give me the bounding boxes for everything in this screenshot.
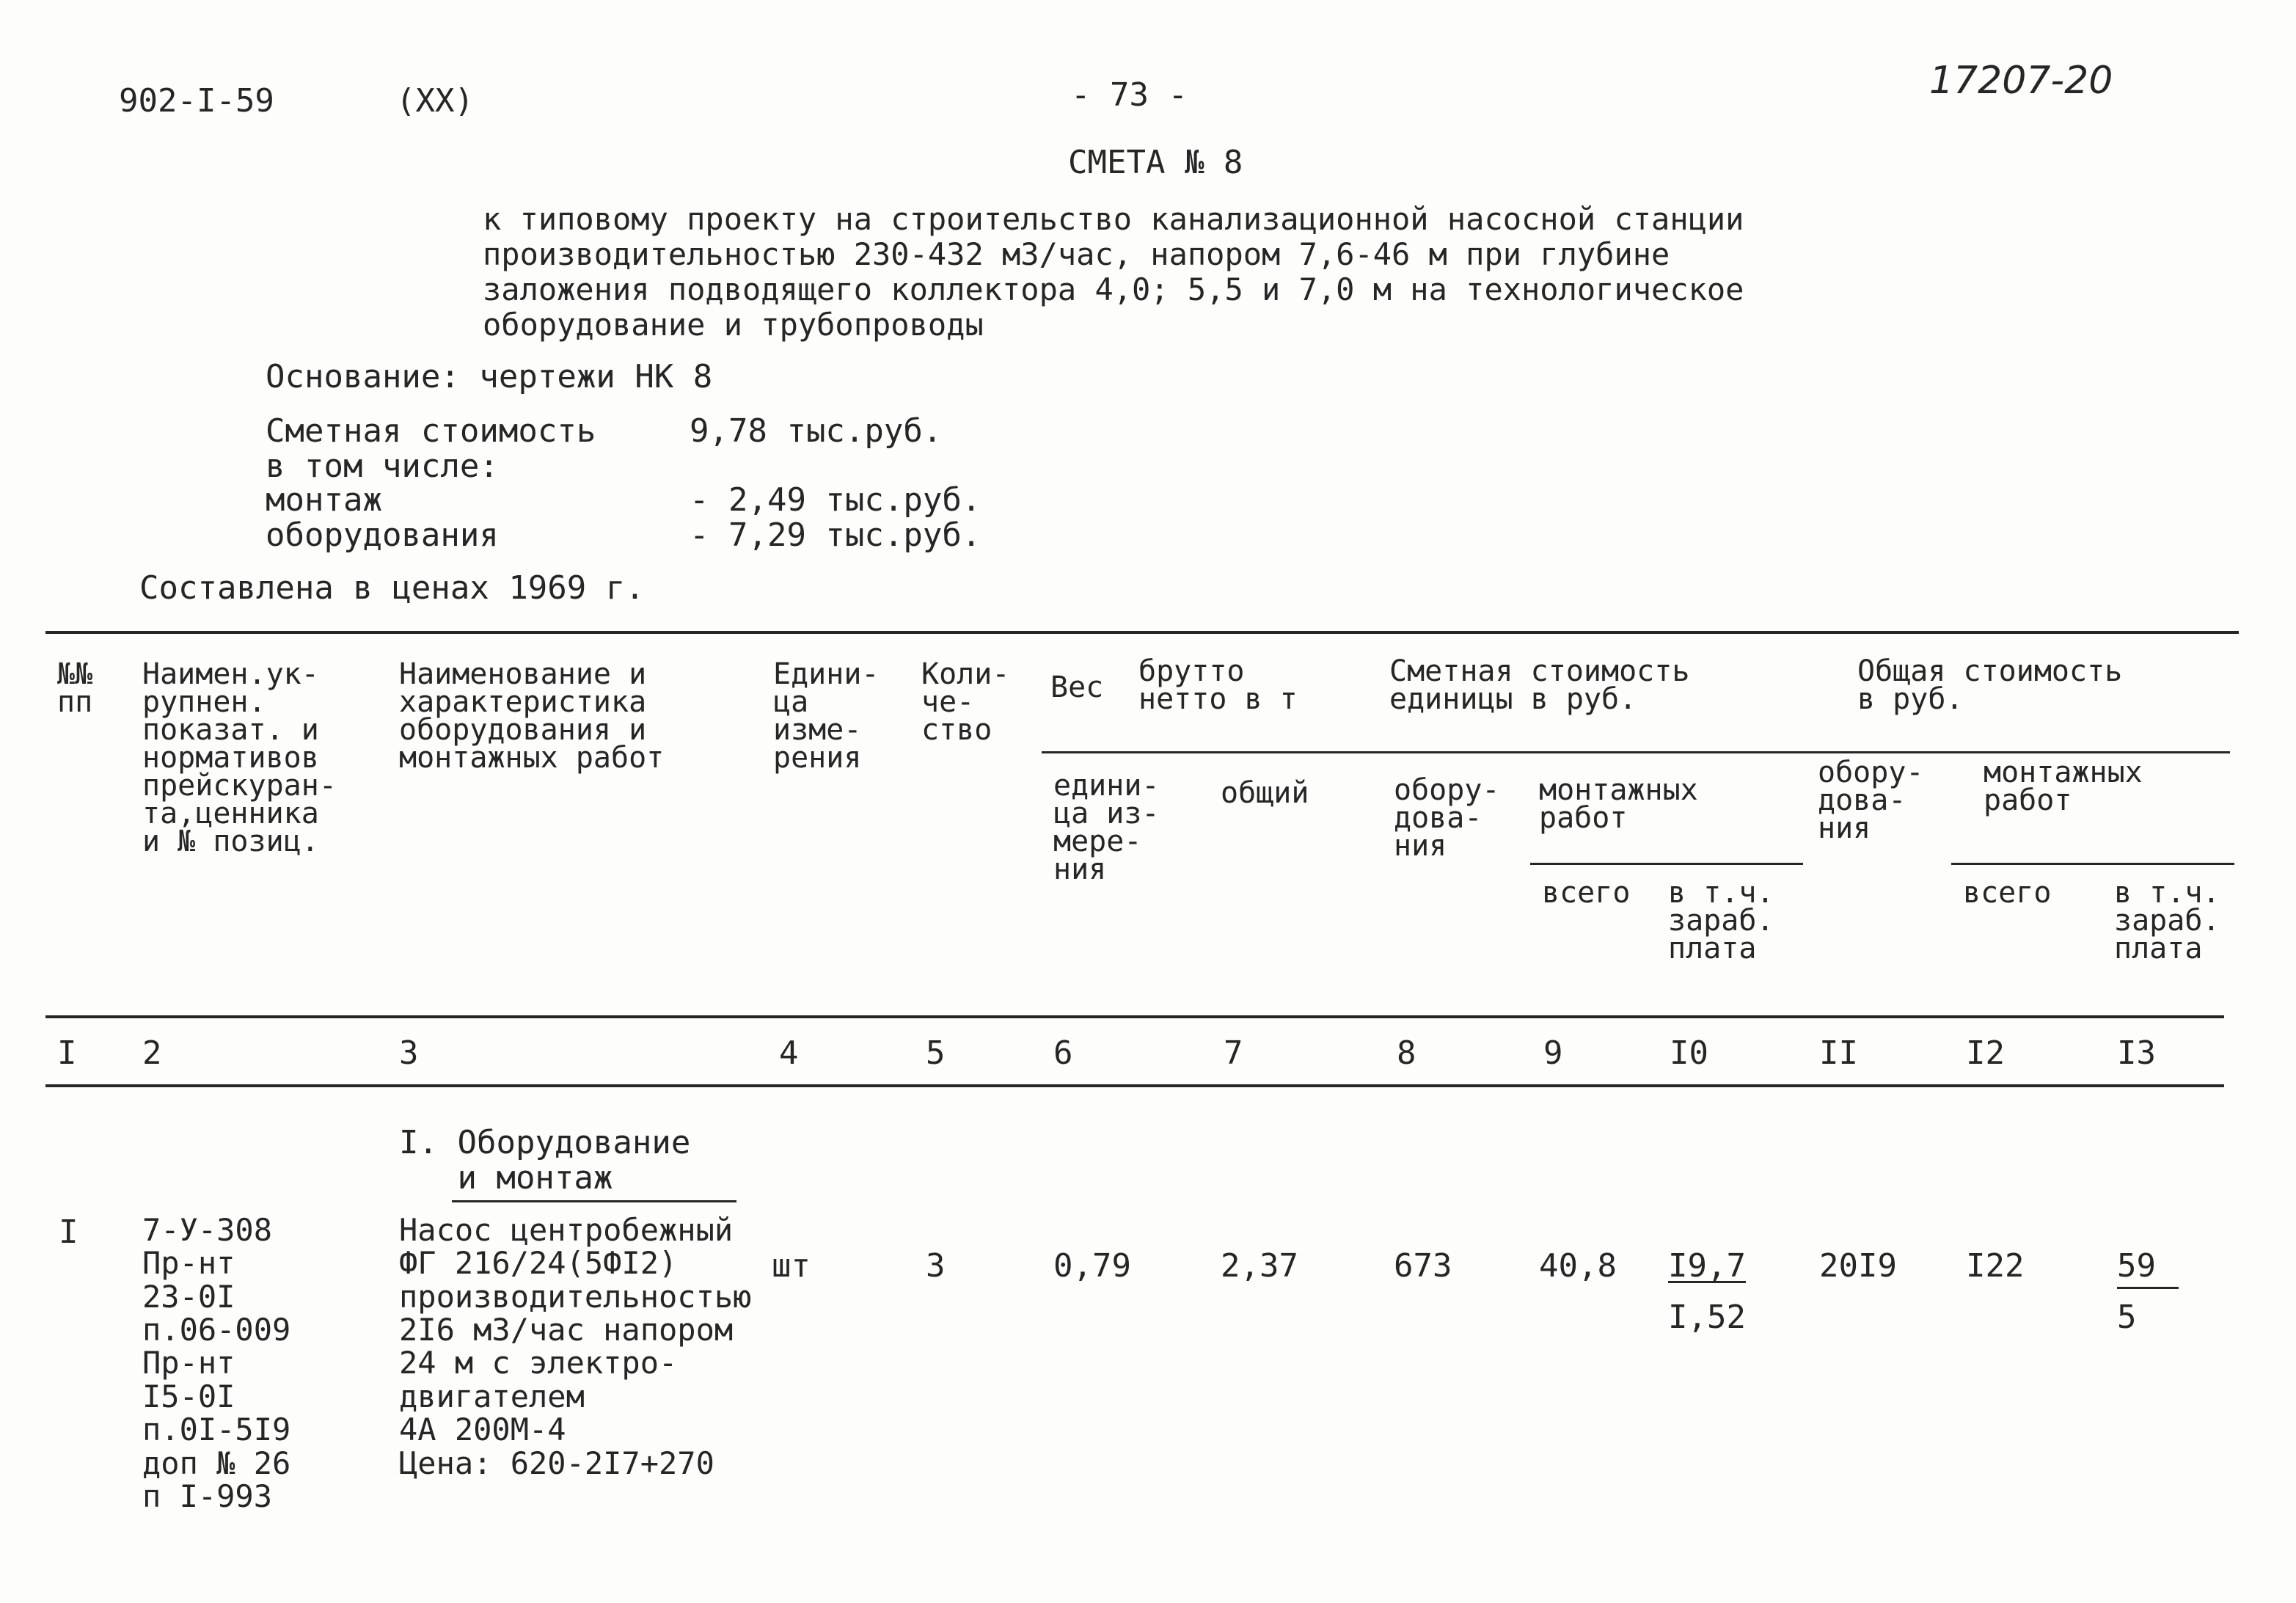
- header-total-mount-works: монтажных работ: [1984, 756, 2143, 817]
- header-weight-gross-net: брутто нетто в т: [1138, 654, 1298, 716]
- column-number: 3: [399, 1034, 419, 1072]
- mounting-value: - 2,49 тыс.руб.: [690, 481, 981, 519]
- section-title: I. Оборудование и монтаж: [399, 1124, 691, 1197]
- column-number: I: [57, 1034, 77, 1072]
- equipment-label: оборудования: [266, 516, 499, 554]
- header-unit: Едини- ца изме- рения: [773, 657, 880, 775]
- document-title: СМЕТА № 8: [1068, 144, 1243, 181]
- subtitle-line-4: оборудование и трубопроводы: [483, 307, 984, 343]
- column-number: II: [1819, 1034, 1858, 1072]
- column-number: 4: [779, 1034, 799, 1072]
- estimated-cost-label: Сметная стоимость: [266, 412, 596, 450]
- header-total-equipment: обору- дова- ния: [1818, 756, 1924, 845]
- header-weight-total: общий: [1221, 776, 1309, 810]
- column-number: 2: [142, 1034, 162, 1072]
- including-label: в том числе:: [266, 448, 499, 485]
- column-number: I3: [2117, 1034, 2156, 1072]
- header-row-number: №№ пп: [57, 657, 93, 719]
- row-number: I: [59, 1213, 78, 1251]
- header-reference: Наимен.ук- рупнен. показат. и нормативов прейскуран- та,ценника и № позиц.: [142, 657, 337, 858]
- row-total-mount-wage-underline: [2117, 1287, 2179, 1289]
- subtitle-line-3: заложения подводящего коллектора 4,0; 5,5 и 7,0 м на технологическое: [483, 271, 1744, 307]
- header-total-mount-total: всего: [1963, 876, 2052, 910]
- column-number: 9: [1543, 1034, 1563, 1072]
- subtitle-line-2: производительностью 230-432 м3/час, напором 7,6-46 м при глубине: [483, 236, 1670, 272]
- row-unit-cost-mount-wage: I9,7: [1668, 1247, 1746, 1285]
- equipment-value: - 7,29 тыс.руб.: [690, 516, 981, 554]
- column-number: I0: [1670, 1034, 1708, 1072]
- row-equipment-name: Насос центробежный ФГ 216/24(5ФI2) производительностью 2I6 м3/час напором 24 м с электро- двигателем 4А 200М-4 Цена: 620-2I7+270: [399, 1212, 752, 1481]
- mount-unit-rule: [1530, 863, 1803, 865]
- project-code: 902-I-59: [119, 82, 274, 120]
- column-number: 6: [1053, 1034, 1073, 1072]
- basis-line: Основание: чертежи НК 8: [266, 358, 713, 395]
- subtitle-line-1: к типовому проекту на строительство канализационной насосной станции: [483, 201, 1744, 237]
- row-unit: шт: [772, 1247, 811, 1285]
- row-quantity: 3: [926, 1247, 946, 1285]
- header-total-cost: Общая стоимость в руб.: [1857, 654, 2123, 716]
- row-total-mount: I22: [1966, 1247, 2025, 1285]
- column-number: 7: [1224, 1034, 1243, 1072]
- header-bottom-rule: [45, 1015, 2224, 1018]
- row-total-mount-wage-sub: 5: [2117, 1299, 2137, 1336]
- document-number: 17207-20: [1929, 59, 2113, 103]
- header-unit-mount-works: монтажных работ: [1539, 773, 1698, 835]
- header-unit-cost: Сметная стоимость единицы в руб.: [1389, 654, 1690, 716]
- mounting-label: монтаж: [266, 481, 382, 519]
- row-unit-cost-mount-wage-sub: I,52: [1668, 1299, 1746, 1336]
- column-numbers-rule: [45, 1084, 2224, 1087]
- header-name: Наименование и характеристика оборудования и монтажных работ: [399, 657, 665, 775]
- estimated-cost-value: 9,78 тыс.руб.: [690, 412, 943, 450]
- column-number: 5: [926, 1034, 946, 1072]
- header-unit-mount-wage: в т.ч. зараб. плата: [1668, 876, 1774, 965]
- header-subgroup-rule: [1042, 751, 2230, 753]
- page-number: - 73 -: [1071, 76, 1188, 114]
- section-title-underline: [452, 1200, 736, 1202]
- series-code: (XX): [396, 82, 474, 120]
- prices-note: Составлена в ценах 1969 г.: [139, 569, 645, 607]
- table-top-rule: [45, 631, 2239, 634]
- row-reference: 7-У-308 Пр-нт 23-0I п.06-009 Пр-нт I5-0I п.0I-5I9 доп № 26 п I-993: [142, 1212, 291, 1514]
- header-total-mount-wage: в т.ч. зараб. плата: [2114, 876, 2220, 965]
- column-number: 8: [1397, 1034, 1416, 1072]
- header-unit-mount-total: всего: [1542, 876, 1631, 910]
- header-quantity: Коли- че- ство: [921, 657, 1010, 747]
- header-weight: Вес: [1050, 671, 1104, 704]
- row-total-equipment: 20I9: [1819, 1247, 1897, 1285]
- row-weight-total: 2,37: [1221, 1247, 1298, 1285]
- row-unit-cost-equipment: 673: [1394, 1247, 1452, 1285]
- header-weight-unit: едини- ца из- мере- ния: [1053, 769, 1160, 886]
- mount-total-rule: [1951, 863, 2234, 865]
- column-number: I2: [1966, 1034, 2005, 1072]
- row-unit-cost-mount-total: 40,8: [1539, 1247, 1617, 1285]
- row-weight-unit: 0,79: [1053, 1247, 1131, 1285]
- row-total-mount-wage: 59: [2117, 1247, 2156, 1285]
- header-unit-equipment: обору- дова- ния: [1394, 773, 1500, 863]
